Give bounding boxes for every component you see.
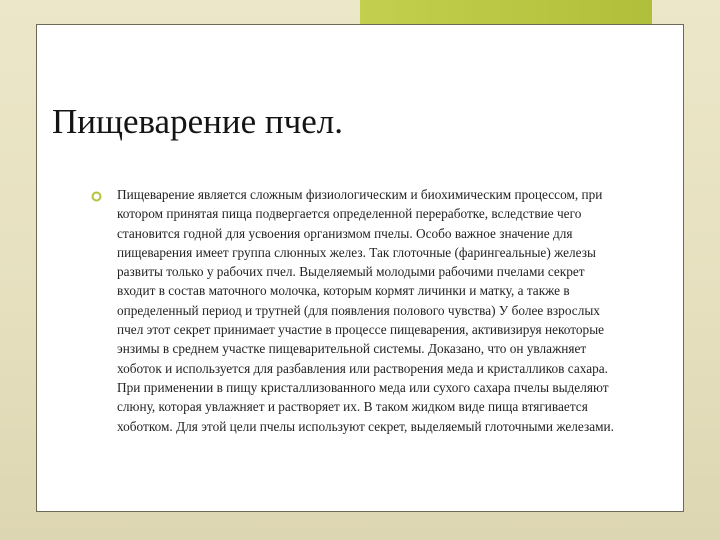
slide-body-text: Пищеварение является сложным физиологическим и биохимическим процессом, при котором принятая пища подвергается определенной переработке, вследствие чего становится годной для усвоения организмом пчелы. Особо важное значение для пищеварения имеет группа слюнных желез. Так глоточные (фарингеальные) железы развиты только у рабочих пчел. Выделяемый молодыми рабочими пчелами секрет входит в состав маточного молочка, которым кормят личинки и матку, а также в определенный период и трутней (для появления полового чувства) У более взрослых пчел этот секрет принимает участие в процессе пищеварения, активизируя некоторые энзимы в среднем участке пищеварительной системы. Доказано, что он увлажняет хоботок и используется для разбавления или растворения меда и кристалликов сахара. При применении в пищу кристаллизованного меда или сухого сахара пчелы выделяют слюну, которая увлажняет и растворяет их. В таком жидком виде пища втягивается хоботком. Для этой цели пчелы используют секрет, выделяемый глоточными железами. xyxy=(117,187,614,434)
slide-title: Пищеварение пчел. xyxy=(52,102,343,141)
ring-bullet-icon xyxy=(91,191,102,202)
